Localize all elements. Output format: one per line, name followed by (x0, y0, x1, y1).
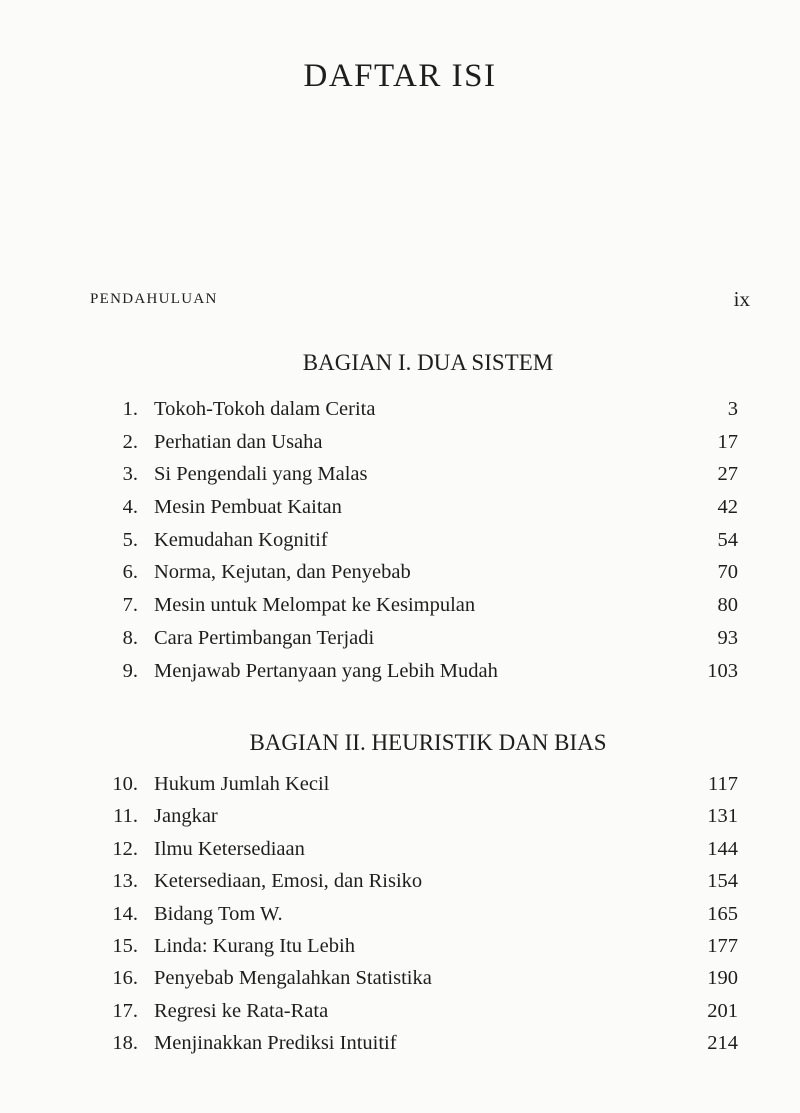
section-2-entries (0, 773, 800, 1065)
entry-page-number: 131 (707, 805, 738, 828)
entry-number: 10. (112, 773, 138, 795)
entry-label: Jangkar (154, 805, 218, 828)
toc-entry[interactable] (0, 398, 800, 431)
entry-number: 1. (122, 398, 138, 420)
entry-number: 2. (122, 430, 138, 453)
entry-page-number: 80 (717, 594, 738, 617)
entry-number: 12. (112, 837, 138, 860)
entry-page-number: 177 (707, 934, 738, 957)
entry-page-number: 70 (717, 561, 738, 584)
entry-page-number: 190 (707, 967, 738, 990)
entry-page-number: 144 (707, 837, 738, 860)
toc-entry[interactable] (0, 627, 800, 660)
toc-entry[interactable] (0, 594, 800, 627)
entry-label: Kemudahan Kognitif (154, 528, 328, 551)
entry-number: 4. (122, 496, 138, 519)
intro-page-number: ix (733, 287, 750, 311)
entry-number: 14. (112, 902, 138, 925)
section-1-entries (0, 398, 800, 692)
entry-number: 6. (122, 561, 138, 584)
entry-number: 16. (112, 967, 138, 990)
entry-page-number: 42 (717, 496, 738, 519)
entry-number: 17. (112, 999, 138, 1022)
entry-label: Si Pengendali yang Malas (154, 463, 368, 486)
intro-label: PENDAHULUAN (90, 291, 218, 307)
entry-label: Mesin untuk Melompat ke Kesimpulan (154, 594, 476, 617)
toc-entry[interactable] (0, 967, 800, 999)
toc-entry[interactable] (0, 463, 800, 496)
entry-page-number: 117 (708, 773, 738, 795)
entry-page-number: 214 (707, 1032, 738, 1055)
entry-page-number: 54 (717, 528, 738, 551)
toc-entry[interactable] (0, 431, 800, 464)
toc-entry[interactable] (0, 561, 800, 594)
entry-number: 13. (112, 870, 138, 893)
entry-page-number: 201 (707, 999, 738, 1022)
section-heading-part-1: BAGIAN I. DUA SISTEM (302, 350, 554, 375)
entry-label: Bidang Tom W. (154, 902, 283, 925)
toc-entry[interactable] (0, 660, 800, 693)
entry-page-number: 93 (717, 626, 738, 649)
entry-label: Penyebab Mengalahkan Statistika (154, 967, 432, 990)
entry-number: 18. (112, 1032, 138, 1055)
entry-label: Menjinakkan Prediksi Intuitif (154, 1032, 397, 1055)
toc-entry[interactable] (0, 1000, 800, 1032)
entry-label: Mesin Pembuat Kaitan (154, 496, 342, 519)
toc-entry[interactable] (0, 496, 800, 529)
entry-page-number: 17 (717, 430, 738, 453)
toc-entry[interactable] (0, 935, 800, 967)
entry-number: 7. (122, 594, 138, 617)
toc-entry[interactable] (0, 838, 800, 870)
entry-number: 9. (122, 659, 138, 682)
entry-label: Linda: Kurang Itu Lebih (154, 934, 355, 957)
entry-page-number: 27 (717, 463, 738, 486)
entry-label: Ilmu Ketersediaan (154, 837, 305, 860)
toc-entry[interactable] (0, 805, 800, 837)
entry-page-number: 154 (707, 870, 738, 893)
section-heading-part-2: BAGIAN II. HEURISTIK DAN BIAS (249, 730, 607, 755)
entry-label: Cara Pertimbangan Terjadi (154, 626, 375, 649)
entry-number: 5. (122, 528, 138, 551)
toc-entry[interactable] (0, 773, 800, 805)
toc-entry[interactable] (0, 903, 800, 935)
toc-entry[interactable] (0, 529, 800, 562)
entry-label: Perhatian dan Usaha (154, 430, 323, 453)
entry-label: Regresi ke Rata-Rata (154, 999, 329, 1022)
entry-number: 15. (112, 934, 138, 957)
toc-entry[interactable] (0, 870, 800, 902)
entry-page-number: 103 (707, 659, 738, 682)
entry-label: Hukum Jumlah Kecil (154, 773, 330, 795)
entry-label: Tokoh-Tokoh dalam Cerita (154, 398, 376, 420)
entry-number: 8. (122, 626, 138, 649)
entry-number: 11. (113, 805, 138, 828)
entry-label: Menjawab Pertanyaan yang Lebih Mudah (154, 659, 498, 682)
entry-label: Norma, Kejutan, dan Penyebab (154, 561, 411, 584)
entry-page-number: 165 (707, 902, 738, 925)
page-title: DAFTAR ISI (303, 58, 497, 94)
toc-entry[interactable] (0, 1032, 800, 1064)
entry-number: 3. (122, 463, 138, 486)
entry-label: Ketersediaan, Emosi, dan Risiko (154, 870, 423, 893)
entry-page-number: 3 (727, 398, 738, 420)
toc-entry-introduction[interactable] (90, 287, 750, 311)
